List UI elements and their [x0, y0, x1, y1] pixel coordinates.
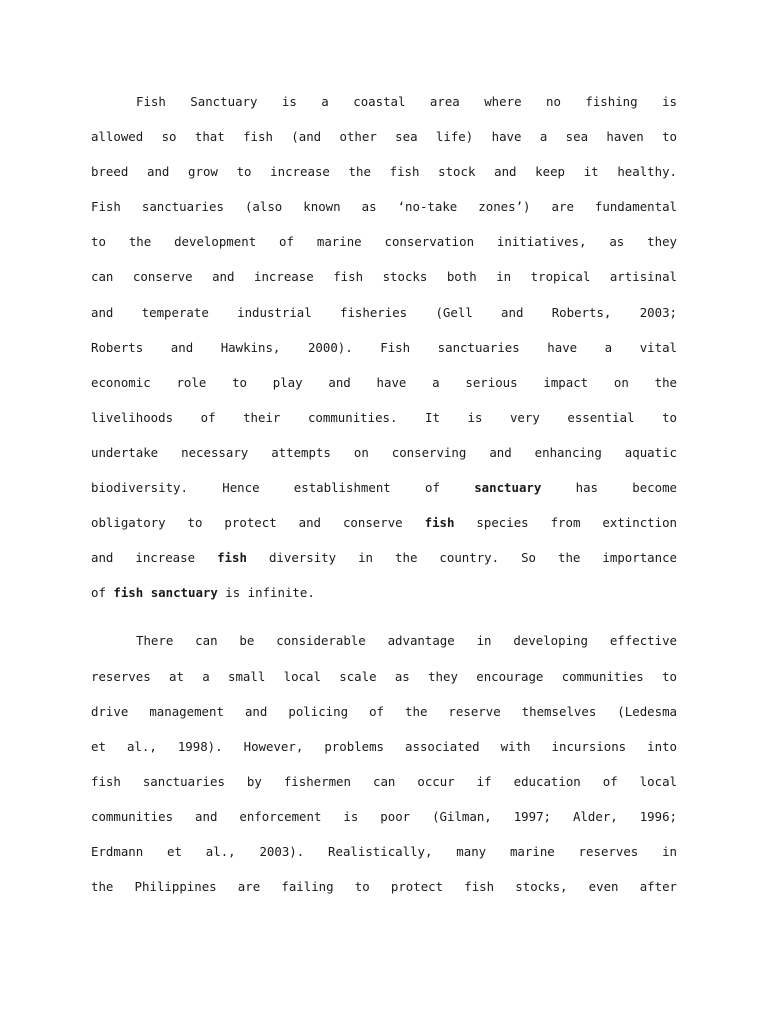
text-run: biodiversity. Hence establishment of	[91, 480, 440, 496]
text-line: Fish Sanctuary is a coastal area where no fishing is	[136, 94, 677, 109]
text-line: livelihoods of their communities. It is very essential to	[91, 409, 677, 425]
text-line: There can be considerable advantage in developing effective	[136, 633, 677, 649]
document-page	[91, 84, 677, 904]
text-run: and increase	[91, 550, 196, 566]
text-line: Fish sanctuaries (also known as ‘no-take zones’) are fundamental	[91, 199, 677, 215]
text-line: Erdmann et al., 2003). Realistically, many marine reserves in	[91, 843, 677, 859]
text-run: diversity in the country. So the importance	[268, 550, 677, 566]
text-line: allowed so that fish (and other sea life) have a sea haven to	[91, 129, 677, 145]
text-line: Roberts and Hawkins, 2000). Fish sanctuaries have a vital	[91, 339, 677, 355]
text-line	[91, 505, 677, 540]
bold-term: fish	[424, 515, 455, 531]
text-line: et al., 1998). However, problems associated with incursions into	[91, 738, 677, 754]
text-line: to the development of marine conservation initiatives, as they	[91, 234, 677, 250]
paragraph-1	[91, 84, 677, 610]
text-line: and temperate industrial fisheries (Gell and Roberts, 2003;	[91, 304, 677, 320]
text-line: economic role to play and have a serious impact on the	[91, 374, 677, 390]
text-run: has become	[575, 480, 677, 496]
text-line: reserves at a small local scale as they encourage communities to	[91, 668, 677, 684]
text-line: undertake necessary attempts on conserving and enhancing aquatic	[91, 444, 677, 460]
text-line: communities and enforcement is poor (Gilman, 1997; Alder, 1996;	[91, 808, 677, 824]
paragraph-2	[91, 623, 677, 904]
text-line: breed and grow to increase the fish stock and keep it healthy.	[91, 164, 677, 180]
text-run: is infinite.	[225, 585, 315, 601]
text-line	[91, 540, 677, 575]
text-run: species from extinction	[476, 515, 677, 531]
bold-term: fish sanctuary	[113, 585, 218, 601]
text-run: obligatory to protect and conserve	[91, 515, 403, 531]
bold-term: sanctuary	[474, 480, 542, 496]
text-run: of	[91, 585, 106, 601]
text-line: the Philippines are failing to protect fish stocks, even after	[91, 879, 677, 895]
text-line	[91, 575, 677, 610]
paragraph-spacer	[91, 610, 677, 623]
text-line	[91, 470, 677, 505]
text-line: drive management and policing of the reserve themselves (Ledesma	[91, 703, 677, 719]
text-line: can conserve and increase fish stocks both in tropical artisinal	[91, 269, 677, 285]
bold-term: fish	[217, 550, 247, 566]
text-line: fish sanctuaries by fishermen can occur if education of local	[91, 773, 677, 789]
